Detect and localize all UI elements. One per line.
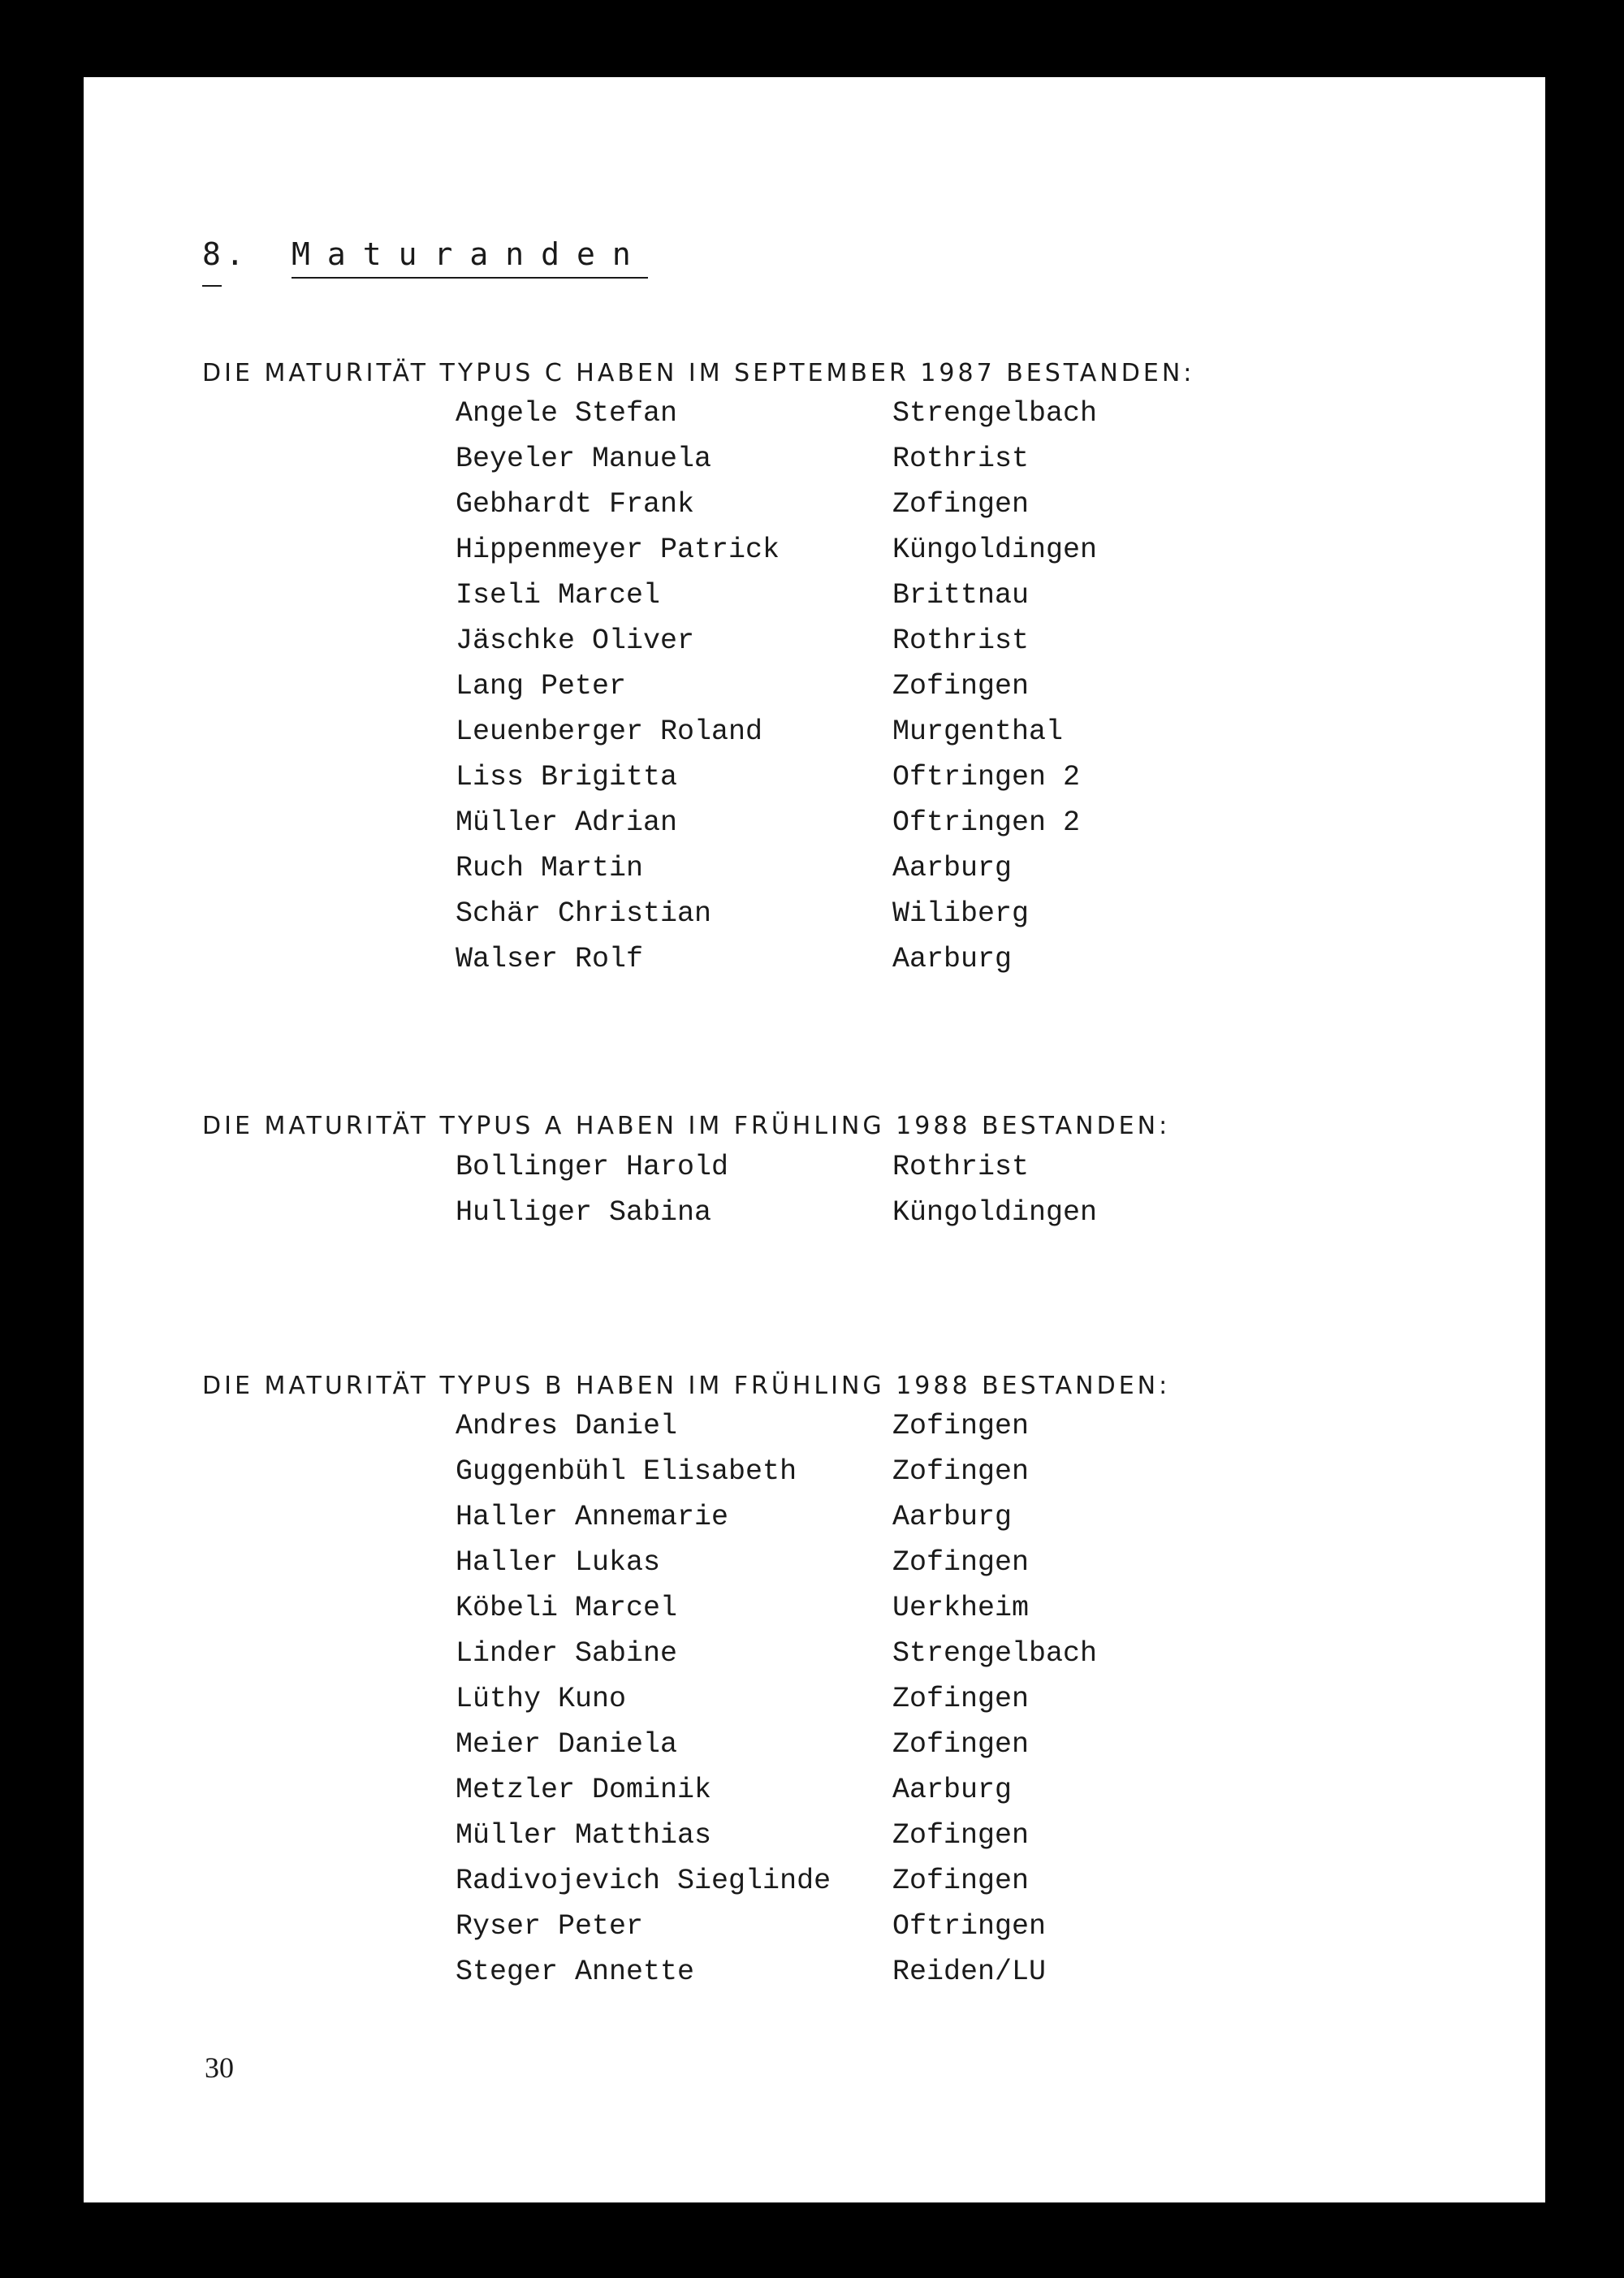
student-name: Walser Rolf [456,943,644,975]
student-town: Zofingen [892,670,1030,702]
student-name: Radivojevich Sieglinde [456,1865,831,1897]
student-town: Rothrist [892,625,1030,657]
student-name: Müller Matthias [456,1819,712,1852]
student-town: Strengelbach [892,1637,1098,1670]
student-name: Angele Stefan [456,397,678,430]
student-town: Strengelbach [892,397,1098,430]
student-name: Haller Annemarie [456,1501,729,1533]
student-name: Schär Christian [456,897,712,930]
page-number: 30 [205,2051,234,2084]
student-name: Steger Annette [456,1956,695,1988]
student-name: Hulliger Sabina [456,1196,712,1229]
section-heading [202,236,648,279]
heading-number-underline [202,285,222,287]
student-name: Meier Daniela [456,1728,678,1761]
student-name: Haller Lukas [456,1546,661,1579]
student-town: Zofingen [892,1865,1030,1897]
student-name: Leuenberger Roland [456,715,763,748]
student-town: Rothrist [892,443,1030,475]
student-town: Aarburg [892,852,1013,884]
student-name: Beyeler Manuela [456,443,712,475]
student-town: Aarburg [892,943,1013,975]
student-name: Bollinger Harold [456,1151,729,1183]
section-title-typus-a: DIE MATURITÄT TYPUS A HABEN IM FRÜHLING 1988 BESTANDEN: [202,1112,1171,1140]
student-town: Zofingen [892,1819,1030,1852]
student-name: Lüthy Kuno [456,1683,627,1715]
student-town: Zofingen [892,1546,1030,1579]
student-town: Wiliberg [892,897,1030,930]
student-town: Aarburg [892,1774,1013,1806]
student-name: Liss Brigitta [456,761,678,793]
student-name: Lang Peter [456,670,627,702]
section-title-typus-c: DIE MATURITÄT TYPUS C HABEN IM SEPTEMBER 1987 BESTANDEN: [202,359,1195,387]
student-town: Reiden/LU [892,1956,1047,1988]
student-town: Aarburg [892,1501,1013,1533]
heading-title: Maturanden [292,236,648,279]
student-name: Hippenmeyer Patrick [456,534,780,566]
student-name: Andres Daniel [456,1410,678,1442]
student-town: Murgenthal [892,715,1064,748]
student-town: Oftringen 2 [892,761,1081,793]
student-town: Brittnau [892,579,1030,612]
student-town: Zofingen [892,1683,1030,1715]
student-town: Zofingen [892,1455,1030,1488]
student-town: Zofingen [892,1410,1030,1442]
section-title-typus-b: DIE MATURITÄT TYPUS B HABEN IM FRÜHLING 1988 BESTANDEN: [202,1372,1171,1400]
student-name: Jäschke Oliver [456,625,695,657]
student-name: Köbeli Marcel [456,1592,678,1624]
student-name: Iseli Marcel [456,579,661,612]
document-page [84,77,1545,2202]
student-name: Guggenbühl Elisabeth [456,1455,797,1488]
student-name: Metzler Dominik [456,1774,712,1806]
student-name: Ryser Peter [456,1910,644,1943]
student-town: Küngoldingen [892,1196,1098,1229]
student-town: Uerkheim [892,1592,1030,1624]
student-name: Linder Sabine [456,1637,678,1670]
student-name: Müller Adrian [456,806,678,839]
heading-number: 8. [202,236,249,272]
student-town: Zofingen [892,488,1030,521]
student-name: Gebhardt Frank [456,488,695,521]
student-town: Rothrist [892,1151,1030,1183]
student-town: Zofingen [892,1728,1030,1761]
student-town: Oftringen [892,1910,1047,1943]
student-town: Oftringen 2 [892,806,1081,839]
student-name: Ruch Martin [456,852,644,884]
student-town: Küngoldingen [892,534,1098,566]
